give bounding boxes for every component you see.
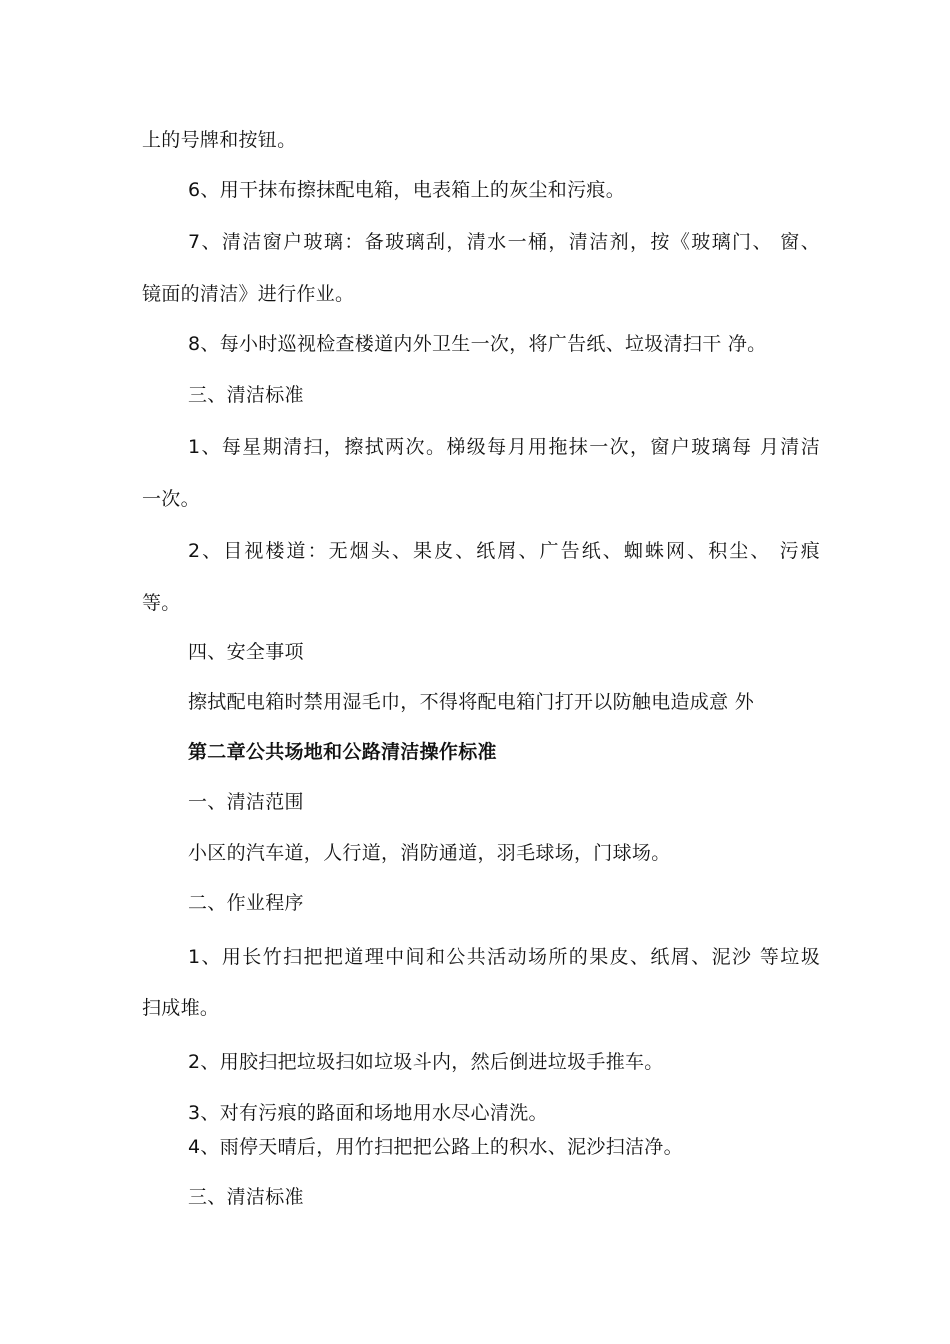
text-line: 1、每星期清扫，擦拭两次。梯级每月用拖抹一次，窗户玻璃每 月清洁: [188, 436, 820, 458]
text-line: 上的号牌和按钮。: [142, 129, 297, 151]
text-line: 擦拭配电箱时禁用湿毛巾，不得将配电箱门打开以防触电造成意 外: [188, 691, 755, 713]
text-line: 6、用干抹布擦抹配电箱，电表箱上的灰尘和污痕。: [188, 179, 625, 201]
text-line: 8、每小时巡视检查楼道内外卫生一次，将广告纸、垃圾清扫干 净。: [188, 333, 767, 355]
text-line: 等。: [142, 592, 181, 614]
text-line: 一次。: [142, 488, 200, 510]
section-heading: 三、清洁标准: [188, 384, 304, 406]
text-line: 小区的汽车道，人行道，消防通道，羽毛球场，门球场。: [188, 842, 671, 864]
section-heading: 一、清洁范围: [188, 791, 304, 813]
section-heading: 三、清洁标准: [188, 1186, 304, 1208]
text-line: 1、用长竹扫把把道理中间和公共活动场所的果皮、纸屑、泥沙 等垃圾: [188, 946, 820, 968]
text-line: 4、雨停天晴后，用竹扫把把公路上的积水、泥沙扫洁净。: [188, 1136, 683, 1158]
text-line: 2、用胶扫把垃圾扫如垃圾斗内，然后倒进垃圾手推车。: [188, 1051, 664, 1073]
text-line: 3、对有污痕的路面和场地用水尽心清洗。: [188, 1102, 548, 1124]
section-heading: 四、安全事项: [188, 641, 304, 663]
text-line: 2、目视楼道：无烟头、果皮、纸屑、广告纸、蜘蛛网、积尘、 污痕: [188, 540, 820, 562]
text-line: 扫成堆。: [142, 997, 220, 1019]
section-heading: 二、作业程序: [188, 892, 304, 914]
text-line: 镜面的清洁》进行作业。: [142, 283, 355, 305]
text-line: 7、清洁窗户玻璃：备玻璃刮，清水一桶，清洁剂，按《玻璃门、 窗、: [188, 231, 820, 253]
chapter-title: 第二章公共场地和公路清洁操作标准: [188, 741, 497, 763]
